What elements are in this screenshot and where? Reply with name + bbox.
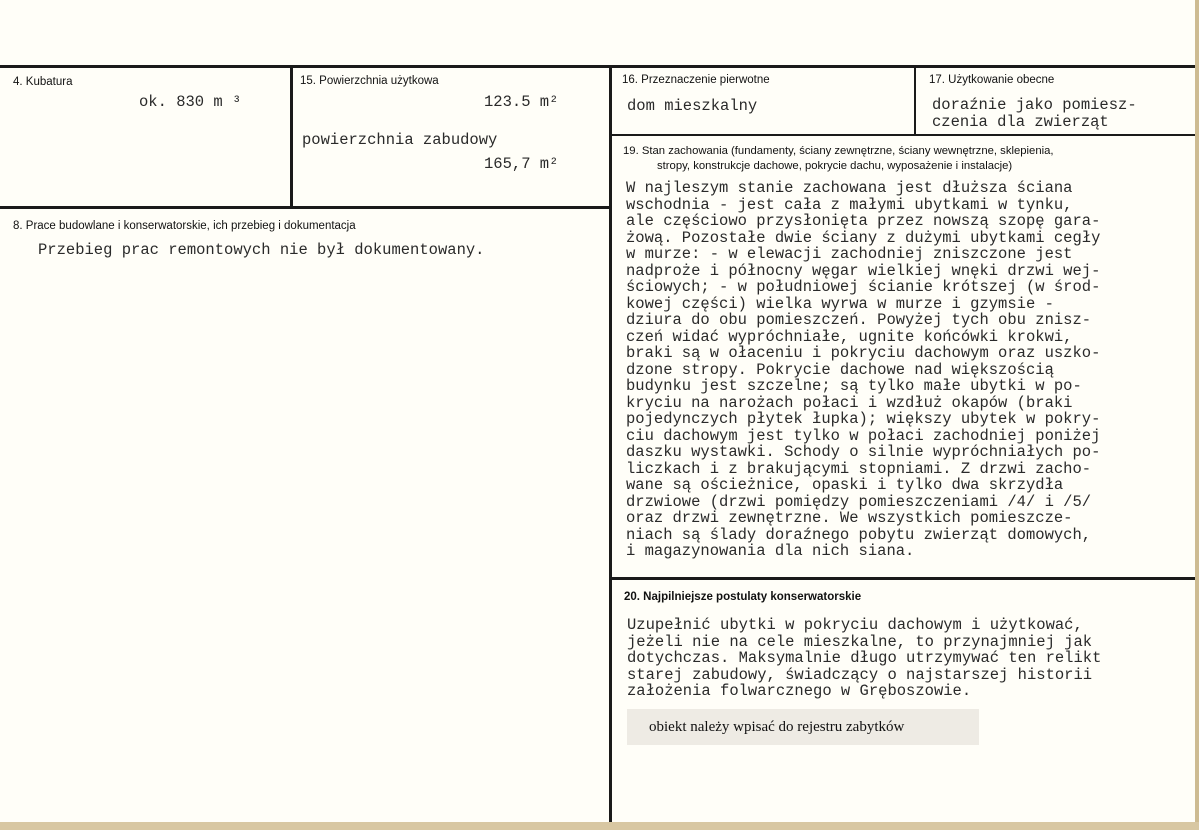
text-line: liczkach i z brakującymi stopniami. Z drzwi zacho- — [626, 459, 1092, 478]
text-line: dotychczas. Maksymalnie długo utrzymywać ten relikt — [627, 649, 1102, 667]
text-line: ściowych; - w południowej ścianie krótszej (w środ- — [626, 278, 1101, 296]
text-line: ale częściowo przysłonięta przez nowszą szopę gara- — [626, 212, 1101, 230]
text-line: daszku wystawki. Schody o silnie wypróchniałych po- — [626, 443, 1101, 461]
text-line: dzone stropy. Pokrycie dachowe nad większością — [626, 360, 1054, 379]
rule-above-20 — [611, 577, 1195, 580]
text-line: czeń widać wypróchniałe, ugnite końcówki krokwi, — [626, 327, 1073, 346]
text-line: Uzupełnić ubytki w pokryciu dachowym i użytkować, — [627, 616, 1083, 634]
divider-kubatura — [290, 65, 293, 208]
text-line: oraz drzwi zewnętrzne. We wszystkich pomieszcze- — [626, 509, 1073, 527]
text-line: jeżeli nie na cele mieszkalne, to przynajmniej jak — [627, 632, 1093, 651]
top-rule — [0, 65, 1195, 68]
text-line: kryciu na narożach połaci i wzdłuż okapów (braki — [626, 393, 1073, 412]
prace-budowlane-label: 8. Prace budowlane i konserwatorskie, ich przebieg i dokumentacja — [13, 220, 356, 232]
powierzchnia-zabudowy-value: 165,7 m² — [484, 155, 559, 173]
uzytkowanie-obecne-label: 17. Użytkowanie obecne — [929, 74, 1055, 86]
rule-under-kubatura — [0, 206, 611, 209]
text-line: niach są ślady doraźnego pobytu zwierząt domowych, — [626, 525, 1092, 544]
divider-16-17 — [914, 65, 916, 135]
text-line: wschodnia - jest cała z małymi ubytkami w tynku, — [626, 195, 1073, 214]
przeznaczenie-pierwotne-label: 16. Przeznaczenie pierwotne — [622, 74, 770, 86]
kubatura-value: ok. 830 m ³ — [139, 93, 242, 111]
register-stamp: obiekt należy wpisać do rejestru zabytków — [627, 709, 979, 745]
text-line: założenia folwarcznego w Gręboszowie. — [627, 682, 972, 700]
text-line: kowej części) wielka wyrwa w murze i gzymsie - — [626, 294, 1054, 313]
rule-under-16-17 — [611, 134, 1195, 136]
powierzchnia-zabudowy-label: powierzchnia zabudowy — [302, 131, 498, 149]
text-line: w murze: - w elewacji zachodniej zniszczone jest — [626, 245, 1073, 263]
text-line: budynku jest szczelne; są tylko małe ubytki w po- — [626, 377, 1082, 395]
text-line: żową. Pozostałe dwie ściany z dużymi ubytkami cegły — [626, 228, 1101, 247]
text-line: nadproże i północny węgar wielkiej wnęki drzwi wej- — [626, 261, 1101, 280]
prace-budowlane-value: Przebieg prac remontowych nie był dokumentowany. — [38, 241, 485, 259]
powierzchnia-uzytkowa-value: 123.5 m² — [484, 93, 559, 111]
text-line: starej zabudowy, świadczący o najstarszej historii — [627, 665, 1093, 684]
uzytkowanie-line: czenia dla zwierząt — [932, 112, 1109, 131]
text-line: drzwiowe (drzwi pomiędzy pomieszczeniami /4/ i /5/ — [626, 492, 1092, 511]
text-line: i magazynowania dla nich siana. — [626, 542, 915, 560]
text-line: braki są w ołaceniu i pokryciu dachowym oraz uszko- — [626, 344, 1101, 362]
uzytkowanie-line: doraźnie jako pomiesz- — [932, 96, 1137, 114]
stan-zachowania-text — [626, 180, 1100, 560]
przeznaczenie-pierwotne-value: dom mieszkalny — [627, 97, 758, 115]
kubatura-label: 4. Kubatura — [13, 76, 73, 88]
postulaty-text — [627, 617, 1101, 700]
card-bottom-shadow — [0, 822, 1199, 830]
uzytkowanie-obecne-value — [932, 97, 1137, 130]
postulaty-label: 20. Najpilniejsze postulaty konserwatorskie — [624, 591, 862, 603]
stan-zachowania-label-line1: 19. Stan zachowania (fundamenty, ściany zewnętrzne, ściany wewnętrzne, sklepienia, — [623, 145, 1054, 157]
text-line: pojedynczych płytek łupka); większy ubytek w pokry- — [626, 410, 1101, 428]
powierzchnia-uzytkowa-label: 15. Powierzchnia użytkowa — [300, 75, 439, 87]
stan-zachowania-label-line2: stropy, konstrukcje dachowe, pokrycie dachu, wyposażenie i instalacje) — [657, 160, 1013, 172]
text-line: wane są ościeżnice, opaski i tylko dwa skrzydła — [626, 476, 1064, 494]
text-line: ciu dachowym jest tylko w połaci zachodniej poniżej — [626, 426, 1101, 445]
card-edge-shadow — [1195, 0, 1199, 830]
text-line: dziura do obu pomieszczeń. Powyżej tych obu znisz- — [626, 311, 1092, 329]
text-line: W najleszym stanie zachowana jest dłuższa ściana — [626, 179, 1073, 197]
divider-main — [609, 65, 612, 822]
